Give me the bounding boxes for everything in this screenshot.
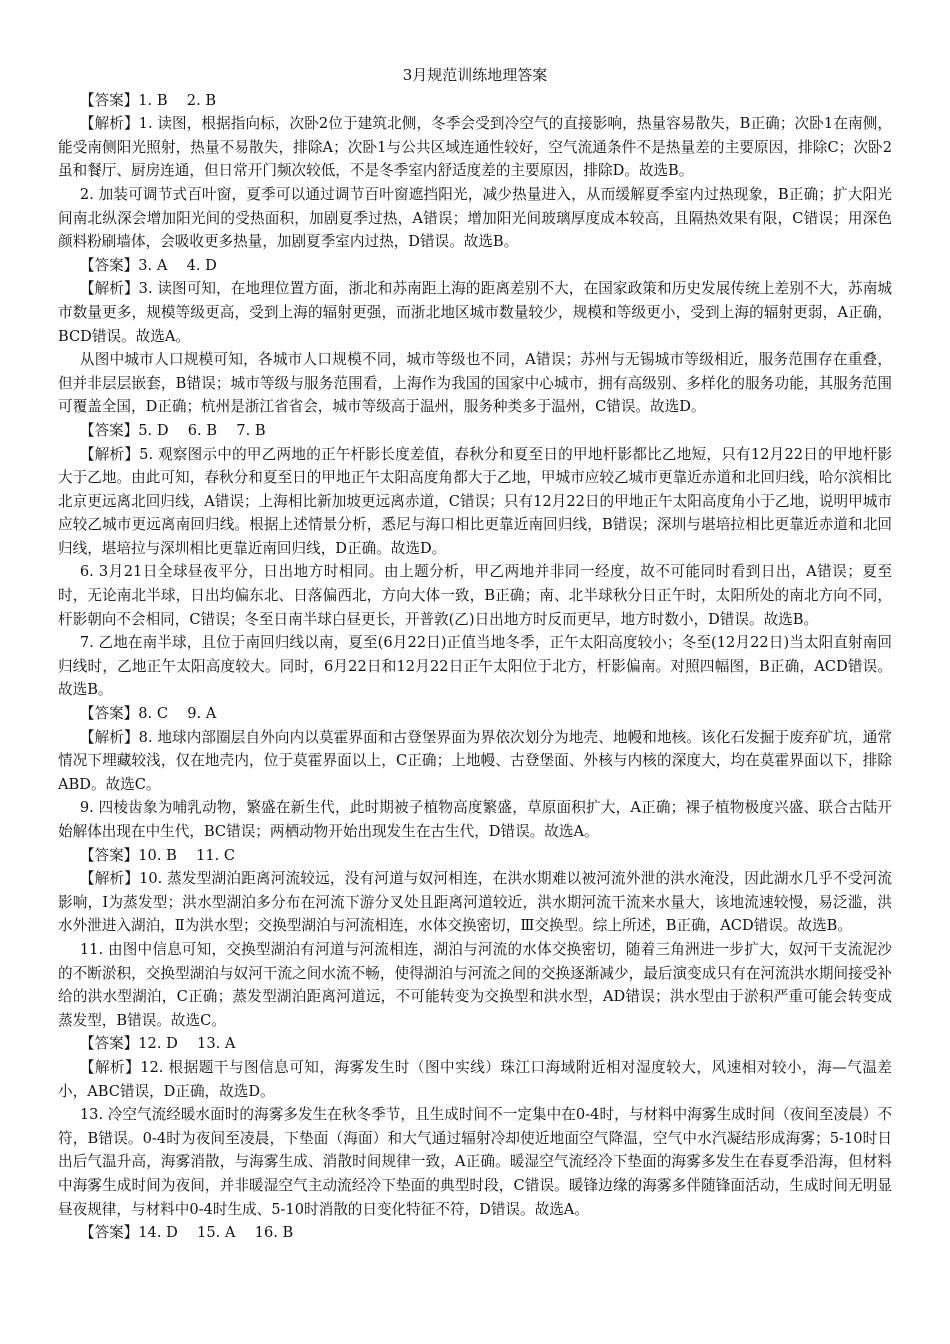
analysis-paragraph: 【解析】8. 地球内部圈层自外向内以莫霍界面和古登堡界面为界依次划分为地壳、地幔和地核。该化石发掘于废弃矿坑，通常情况下埋藏较浅，仅在地壳内，位于莫霍界面以上，C正确；上地幔、古登堡面、外核与内核的深度大，均在莫霍界面以下，排除ABD。故选C。 [58, 728, 892, 793]
answer-line: 【答案】3. A 4. D [79, 256, 217, 274]
analysis-paragraph: 【解析】12. 根据题干与图信息可知，海雾发生时（图中实线）珠江口海域附近相对湿度较大，风速相对较小，海—气温差小，ABC错误，D正确，故选D。 [58, 1058, 892, 1100]
explanation-paragraph: 从图中城市人口规模可知，各城市人口规模不同，城市等级也不同，A错误；苏州与无锡城市等级相近，服务范围存在重叠，但并非层层嵌套，B错误；城市等级与服务范围看，上海作为我国的国家中心城市，拥有高级别、多样化的服务功能，其服务范围可覆盖全国，D正确；杭州是浙江省省会，城市等级高于温州，服务种类多于温州，C错误。故选D。 [58, 351, 892, 416]
analysis-paragraph: 【解析】10. 蒸发型湖泊距离河流较远，没有河道与奴河相连，在洪水期难以被河流外泄的洪水淹没，因此湖水几乎不受河流影响，Ⅰ为蒸发型；洪水型湖泊多分布在河流下游分叉处且距离河道较近，洪水期河流干流来水量大，该地流速较慢，易泛滥，洪水外泄进入湖泊，Ⅱ为洪水型；交换型湖泊与河流相连，水体交换密切，Ⅲ交换型。综上所述，B正确，ACD错误。故选B。 [58, 870, 892, 935]
explanation-paragraph: 7. 乙地在南半球，且位于南回归线以南，夏至(6月22日)正值当地冬季，正午太阳高度较小；冬至(12月22日)当太阳直射南回归线时，乙地正午太阳高度较大。同时，6月22日和12月22日正午太阳位于北方，杆影偏南。对照四幅图，B正确，ACD错误。故选B。 [58, 634, 892, 699]
answer-line: 【答案】10. B 11. C [79, 846, 236, 864]
analysis-paragraph: 【解析】5. 观察图示中的甲乙两地的正午杆影长度差值，春秋分和夏至日的甲地杆影都比乙地短，只有12月22日的甲地杆影大于乙地。由此可知，春秋分和夏至日的甲地正午太阳高度角都大于乙地，甲城市应较乙城市更靠近赤道和北回归线，哈尔滨相比北京更远离北回归线，A错误；上海相比新加坡更远离赤道，C错误；只有12月22日的甲地正午太阳高度角小于乙地，说明甲城市应较乙城市更远离南回归线。根据上述情景分析，悉尼与海口相比更靠近南回归线，B错误；深圳与堪培拉相比更靠近赤道和北回归线，堪培拉与深圳相比更靠近南回归线，D正确。故选D。 [58, 445, 892, 557]
answer-line: 【答案】1. B 2. B [79, 91, 217, 109]
analysis-paragraph: 【解析】3. 读图可知，在地理位置方面，浙北和苏南距上海的距离差别不大，在国家政策和历史发展传统上差别不大，苏南城市数量更多，规模等级更高，受到上海的辐射更强，而浙北地区城市数量较少，规模和等级更小，受到上海的辐射更弱，A正确，BCD错误。故选A。 [58, 280, 892, 345]
answer-line: 【答案】12. D 13. A [79, 1035, 236, 1053]
analysis-paragraph: 【解析】1. 读图，根据指向标，次卧2位于建筑北侧，冬季会受到冷空气的直接影响，热量容易散失，B正确；次卧1在南侧，能受南侧阳光照射，热量不易散失，排除A；次卧1与公共区域连通性较好，空气流通条件不是热量差的主要原因，排除C；次卧2虽和餐厅、厨房连通，但日常开门频次较低，不是冬季室内舒适度差的主要原因，排除D。故选B。 [58, 115, 892, 180]
explanation-paragraph: 11. 由图中信息可知，交换型湖泊有河道与河流相连，湖泊与河流的水体交换密切，随着三角洲进一步扩大，奴河干支流泥沙的不断淤积，交换型湖泊与奴河干流之间水流不畅，使得湖泊与河流之间的交换逐渐减少，最后演变成只有在河流洪水期间接受补给的洪水型湖泊，C正确；蒸发型湖泊距离河道远，不可能转变为交换型和洪水型，AD错误；洪水型由于淤积严重可能会转变成蒸发型，B错误。故选C。 [58, 940, 892, 1029]
explanation-paragraph: 13. 冷空气流经暖水面时的海雾多发生在秋冬季节，且生成时间不一定集中在0-4时，与材料中海雾生成时间（夜间至凌晨）不符，B错误。0-4时为夜间至凌晨，下垫面（海面）和大气通过辐射冷却使近地面空气降温，空气中水汽凝结形成海雾；5-10时日出后气温升高，海雾消散，与海雾生成、消散时间规律一致，A正确。暖湿空气流经冷下垫面的海雾多发生在春夏季沿海，但材料中海雾生成时间为夜间，并非暖湿空气主动流经冷下垫面的典型时段，C错误。暖锋边缘的海雾多伴随锋面活动，生成时间无明显昼夜规律，与材料中0-4时生成、5-10时消散的日变化特征不符，D错误。故选A。 [58, 1106, 892, 1218]
answer-line: 【答案】5. D 6. B 7. B [79, 421, 266, 439]
answer-content [58, 89, 892, 1245]
answer-line: 【答案】14. D 15. A 16. B [79, 1224, 294, 1242]
explanation-paragraph: 2. 加装可调节式百叶窗，夏季可以通过调节百叶窗遮挡阳光，减少热量进入，从而缓解夏季室内过热现象，B正确；扩大阳光间南北纵深会增加阳光间的受热面积，加剧夏季过热，A错误；增加阳光间玻璃厚度成本较高，且隔热效果有限，C错误；用深色颜料粉刷墙体，会吸收更多热量，加剧夏季室内过热，D错误。故选B。 [58, 185, 892, 251]
explanation-paragraph: 9. 四棱齿象为哺乳动物，繁盛在新生代，此时期被子植物高度繁盛，草原面积扩大，A正确；裸子植物极度兴盛、联合古陆开始解体出现在中生代，BC错误；两栖动物开始出现发生在古生代，D错误。故选A。 [58, 799, 892, 840]
explanation-paragraph: 6. 3月21日全球昼夜平分，日出地方时相同。由上题分析，甲乙两地并非同一经度，故不可能同时看到日出，A错误；夏至时，无论南北半球，日出均偏东北、日落偏西北，方向大体一致，B正确；南、北半球秋分日正午时，太阳所处的南北方向不同，杆影朝向不会相同，C错误；冬至日南半球白昼更长，开普敦(乙)日出地方时反而更早，地方时数小，D错误。故选B。 [58, 563, 892, 628]
document-title: 3月规范训练地理答案 [402, 66, 548, 84]
answer-line: 【答案】8. C 9. A [79, 705, 217, 723]
